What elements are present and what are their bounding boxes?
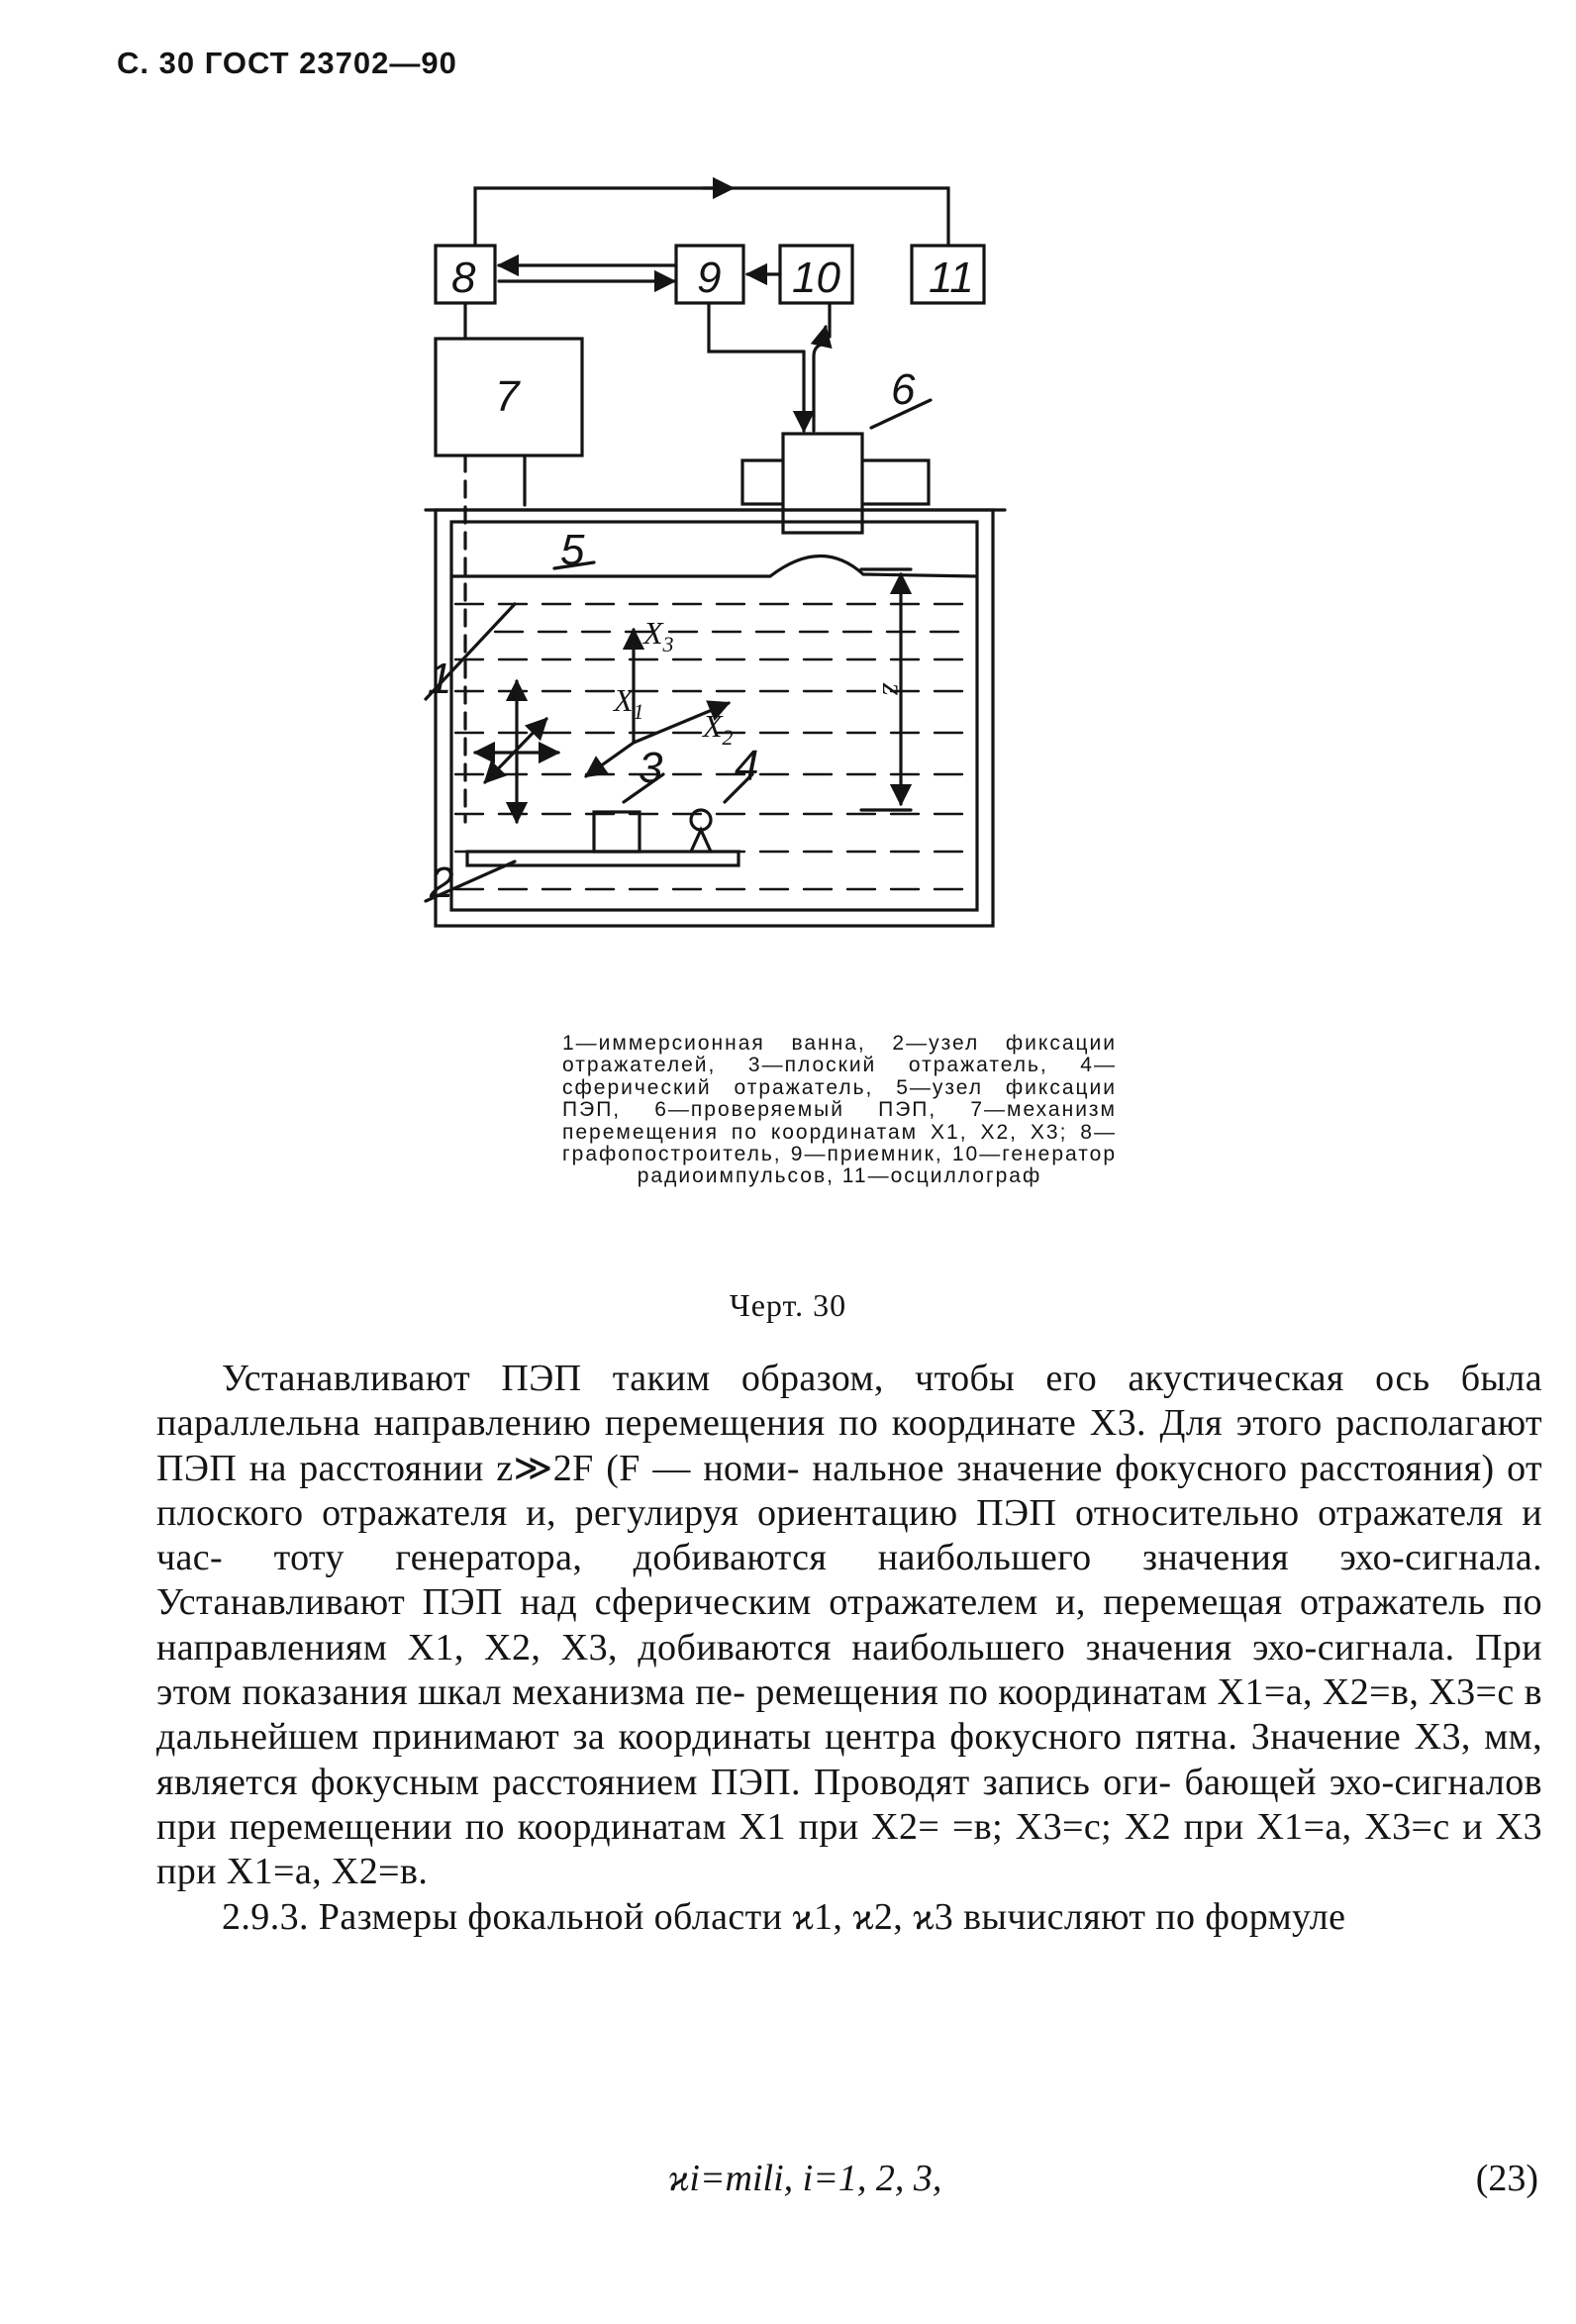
- label-9: 9: [697, 253, 722, 302]
- body-line: бающей эхо-сигналов при перемещении по координатам X1 при X2=: [156, 1761, 1542, 1848]
- body-text: [156, 1357, 1542, 1940]
- body-line: формуле: [1205, 1895, 1346, 1938]
- label-3: 3: [639, 744, 663, 792]
- body-line: ремещения по координатам X1=a, X2=в, X3=c в дальнейшем: [156, 1671, 1543, 1759]
- body-line: X3. Для этого располагают ПЭП на расстоянии z≫2F (F — номи-: [156, 1402, 1542, 1489]
- paragraph-2: [156, 1895, 1542, 1940]
- axis-label-x2: $X_2$: [703, 708, 734, 750]
- label-10: 10: [792, 253, 840, 302]
- body-line: =в; X3=c; X2 при X1=a, X3=c и X3 при X1=a, X2=в.: [156, 1805, 1542, 1893]
- label-2: 2: [430, 859, 454, 907]
- formula-expression: ϰi=mili, i=1, 2, 3,: [668, 2158, 942, 2199]
- flat-reflector-3: [594, 812, 640, 852]
- label-4: 4: [735, 742, 759, 790]
- body-line: ось была параллельна направлению перемещения по координате: [156, 1358, 1542, 1445]
- axis-label-x1: $X_1$: [614, 682, 644, 724]
- figure-legend: 1—иммерсионная ванна, 2—узел фиксации отражателей, 3—плоский отражатель, 4—сферический отражатель, 5—узел фиксации ПЭП, 6—проверяемый ПЭП, 7—механизм перемещения по координатам X1, X2, X3; 8—графопостроитель, 9—приемник, 10—генератор радиоимпульсов, 11—осциллограф: [562, 1032, 1117, 1188]
- label-1: 1: [428, 655, 452, 703]
- label-5: 5: [560, 526, 585, 574]
- label-6: 6: [891, 365, 916, 414]
- dimension-label-z: z: [876, 683, 912, 696]
- axis-label-x3: $X_3$: [643, 615, 674, 657]
- formula-23: [0, 2157, 1576, 2206]
- paragraph-1: [156, 1357, 1542, 1895]
- label-11: 11: [929, 253, 974, 302]
- body-line: Устанавливают ПЭП таким образом, чтобы его акустическая: [222, 1358, 1344, 1399]
- body-line: Устанавливают ПЭП над сферическим отражателем и, перемещая: [156, 1581, 1283, 1624]
- apparatus-diagram: [428, 168, 1010, 951]
- loop-line: [475, 188, 948, 246]
- body-line: тоту генератора, добиваются наибольшего значения эхо-сигнала.: [273, 1537, 1542, 1579]
- label-8: 8: [451, 253, 476, 302]
- label-7: 7: [495, 372, 520, 421]
- page-header: С. 30 ГОСТ 23702—90: [117, 46, 457, 80]
- body-line: нальное значение фокусного расстояния) от плоского отражателя: [156, 1447, 1543, 1534]
- formula-number: (23): [1475, 2158, 1538, 2199]
- figure-caption: Черт. 30: [729, 1287, 847, 1323]
- body-line: мм, является фокусным расстоянием ПЭП. Проводят запись оги-: [156, 1716, 1542, 1803]
- body-line: отражатель по направлениям X1, X2, X3, добиваются наибольшего: [156, 1581, 1542, 1668]
- body-line: 2.9.3. Размеры фокальной области ϰ1, ϰ2, ϰ3 вычисляют по: [222, 1895, 1196, 1938]
- transducer-6: [783, 434, 862, 533]
- body-line: и, регулируя ориентацию ПЭП относительно отражателя и час-: [156, 1491, 1543, 1579]
- body-line: значения эхо-сигнала. При этом показания шкал механизма пе-: [156, 1626, 1542, 1714]
- body-line: принимают за координаты центра фокусного пятна. Значение X3,: [371, 1716, 1471, 1759]
